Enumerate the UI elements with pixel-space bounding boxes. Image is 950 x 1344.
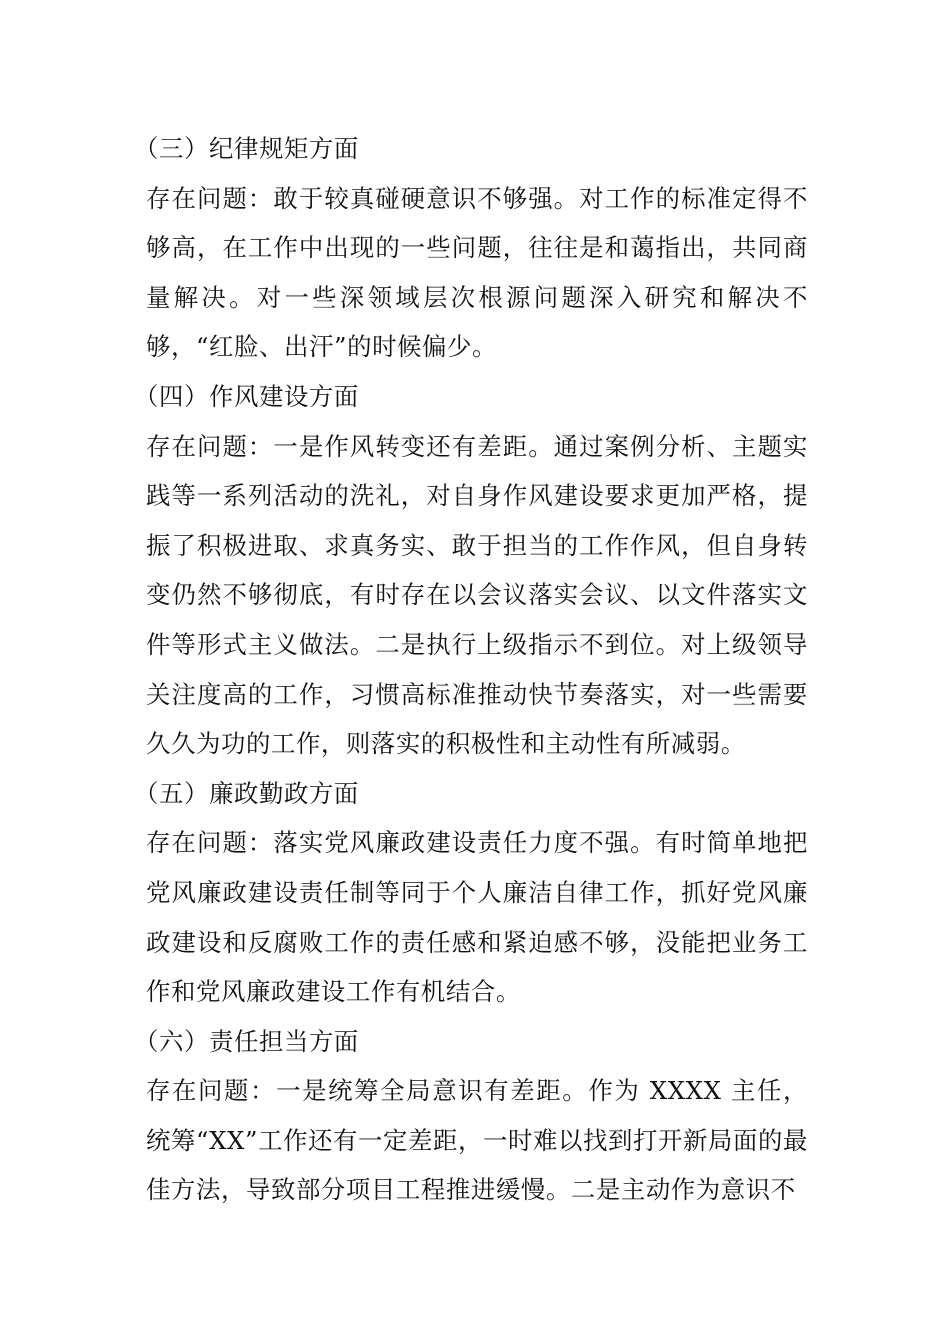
section-heading-work-style: （四）作风建设方面 (134, 381, 359, 411)
document-body (134, 124, 808, 1215)
section-body-work-style: 存在问题：一是作风转变还有差距。通过案例分析、主题实践等一系列活动的洗礼，对自身作风建设要求更加严格，提振了积极进取、求真务实、敢于担当的工作作风，但自身转变仍然不够彻底，有时存在以会议落实会议、以文件落实文件等形式主义做法。二是执行上级指示不到位。对上级领导关注度高的工作，习惯高标准推动快节奏落实，对一些需要久久为功的工作，则落实的积极性和主动性有所减弱。 (146, 431, 808, 759)
section-heading-responsibility: （六）责任担当方面 (134, 1026, 359, 1056)
section-body-responsibility: 存在问题：一是统筹全局意识有差距。作为 XXXX 主任，统筹“XX”工作还有一定差距，一时难以找到打开新局面的最佳方法，导致部分项目工程推进缓慢。二是主动作为意识不 (146, 1076, 808, 1205)
section-heading-integrity: （五）廉政勤政方面 (134, 778, 359, 808)
section-heading-discipline: （三）纪律规矩方面 (134, 134, 359, 163)
section-body-discipline: 存在问题：敢于较真碰硬意识不够强。对工作的标准定得不够高，在工作中出现的一些问题，往往是和蔼指出，共同商量解决。对一些深领域层次根源问题深入研究和解决不够，“红脸、出汗”的时候偏少。 (146, 183, 808, 362)
section-body-integrity: 存在问题：落实党风廉政建设责任力度不强。有时简单地把党风廉政建设责任制等同于个人廉洁自律工作，抓好党风廉政建设和反腐败工作的责任感和紧迫感不够，没能把业务工作和党风廉政建设工作有机结合。 (146, 828, 808, 1007)
